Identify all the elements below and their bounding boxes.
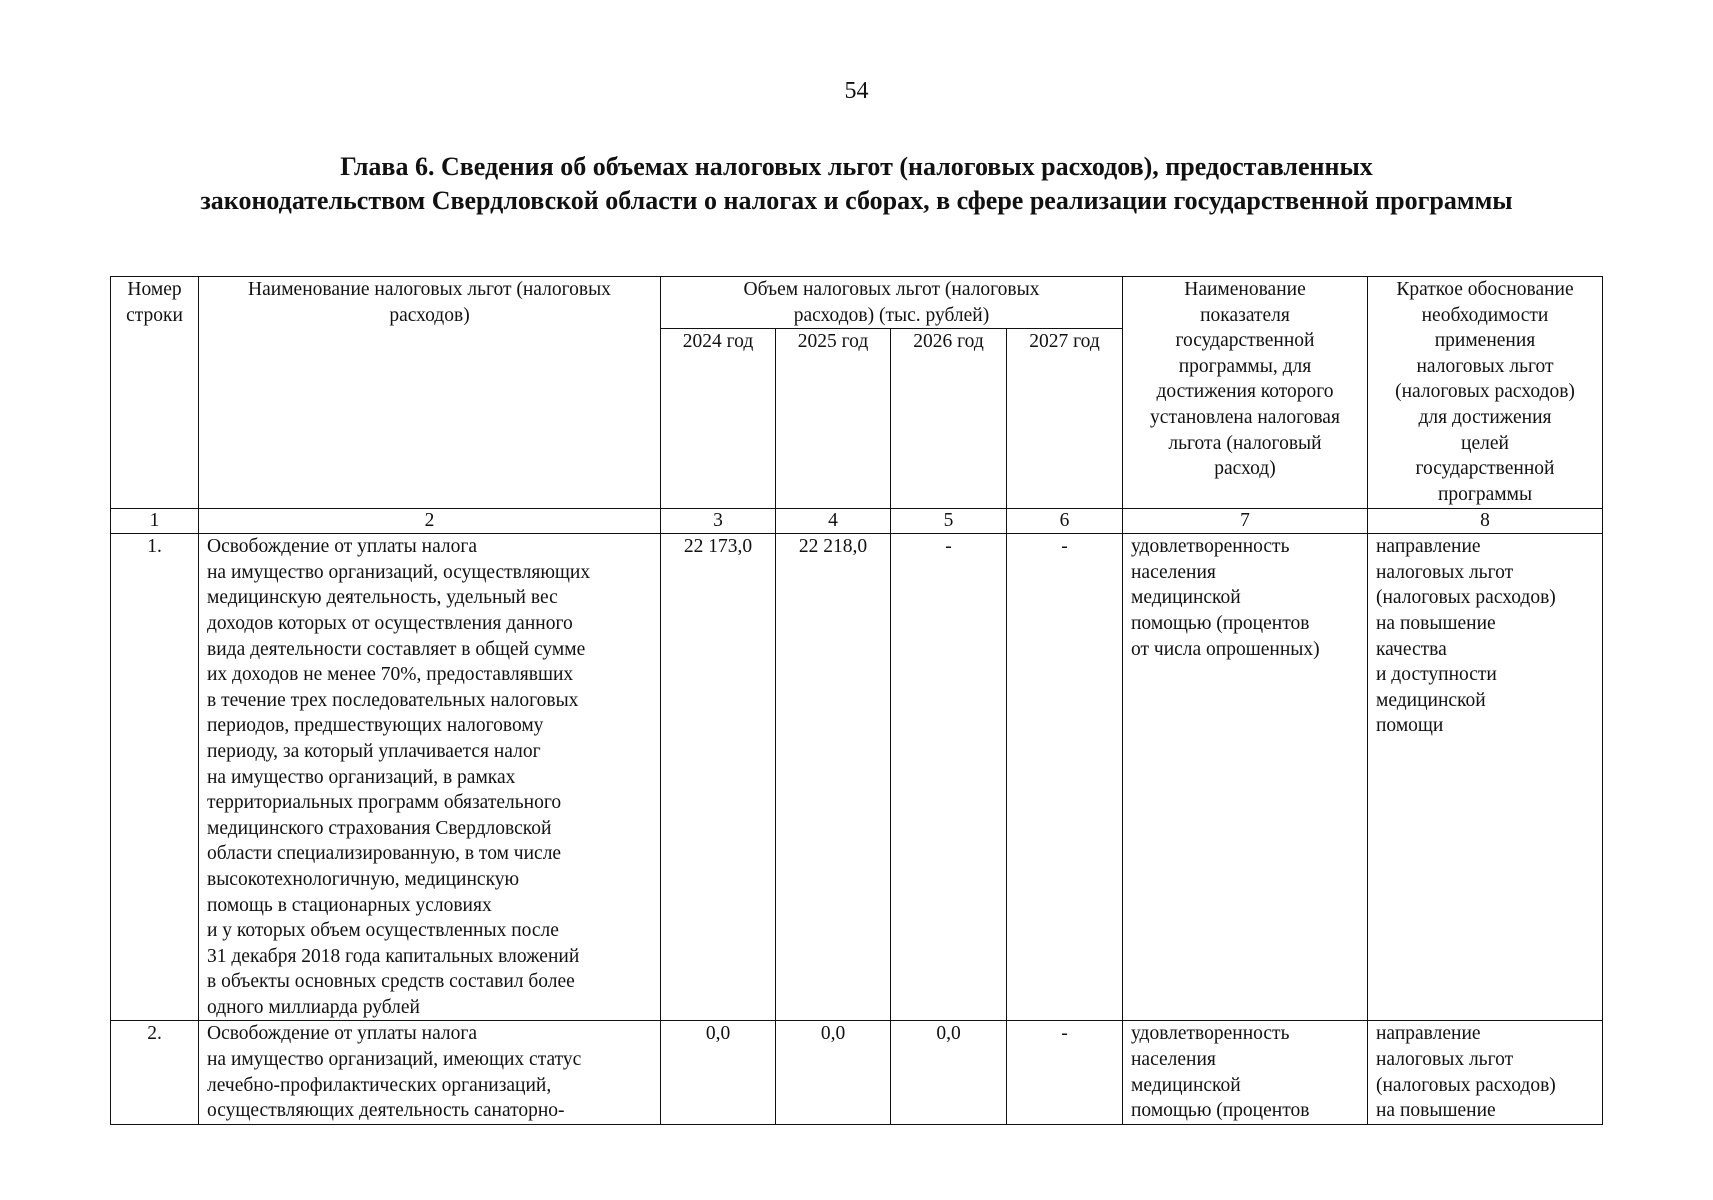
header-text: Краткое обоснование [1396,279,1574,300]
benefit-name [199,1021,661,1124]
column-number: 6 [1007,509,1123,534]
chapter-title [110,150,1603,218]
text-line: налоговых льгот [1376,1049,1514,1071]
header-text: программы [1437,483,1533,505]
value-2024: 22 173,0 [661,534,776,1021]
header-row [111,277,1603,329]
header-text: применения [1434,330,1536,352]
text-line: направление [1376,1023,1481,1045]
header-text: строки [126,304,183,326]
column-number: 5 [891,509,1007,534]
header-year-2024: 2024 год [661,329,776,509]
column-numbers-row [111,509,1603,534]
text-line: на имущество организаций, имеющих статус [207,1049,582,1071]
header-text: налоговых льгот [1416,355,1554,377]
header-text: Наименование [1184,279,1306,300]
text-line: удовлетворенность [1131,536,1290,558]
text-line: на повышение [1376,1100,1496,1122]
text-line: Освобождение от уплаты налога [207,536,478,558]
header-volume [661,277,1123,329]
text-line: удовлетворенность [1131,1023,1290,1045]
text-line: медицинскую деятельность, удельный вес [207,587,558,609]
text-line: медицинского страхования Свердловской [207,817,552,839]
column-number: 2 [199,509,661,534]
text-line: периодов, предшествующих налоговому [207,715,544,737]
text-line: качества [1376,638,1447,660]
table-row [111,534,1603,1021]
page-number: 54 [844,78,869,104]
indicator [1123,1021,1368,1124]
justification [1368,534,1603,1021]
text-line: их доходов не менее 70%, предоставлявших [207,664,574,686]
header-year-2026: 2026 год [891,329,1007,509]
row-number: 1. [111,534,199,1021]
text-line: от числа опрошенных) [1131,638,1320,660]
column-number: 1 [111,509,199,534]
header-text: целей [1461,432,1509,454]
text-line: налоговых льгот [1376,561,1514,583]
header-text: установлена налоговая [1150,406,1340,428]
text-line: доходов которых от осуществления данного [207,612,573,634]
header-text: льгота (налоговый [1168,432,1322,454]
header-text: (налоговых расходов) [1395,381,1575,403]
chapter-title-line: Глава 6. Сведения об объемах налоговых льгот (налоговых расходов), предоставленных [340,152,1373,181]
text-line: области специализированную, в том числе [207,843,562,865]
header-text: показателя [1200,304,1290,326]
header-text: программы, для [1178,355,1312,377]
text-line: Освобождение от уплаты налога [207,1023,478,1045]
header-text: необходимости [1421,304,1549,326]
text-line: медицинской [1376,689,1486,711]
column-number: 3 [661,509,776,534]
header-text: государственной [1175,330,1315,352]
header-benefit-name [199,277,661,509]
header-year-2025: 2025 год [776,329,891,509]
header-text: расходов) [389,304,470,326]
row-number: 2. [111,1021,199,1124]
text-line: помощь в стационарных условиях [207,894,492,916]
header-text: государственной [1415,458,1555,480]
header-text: Номер [127,279,182,300]
table-row [111,1021,1603,1124]
value-2025: 22 218,0 [776,534,891,1021]
header-text: расходов) (тыс. рублей) [793,304,990,326]
header-text: достижения которого [1156,381,1334,403]
column-number: 8 [1368,509,1603,534]
text-line: медицинской [1131,1074,1241,1096]
indicator [1123,534,1368,1021]
value-2026: - [891,534,1007,1021]
text-line: периоду, за который уплачивается налог [207,740,541,762]
header-row-number [111,277,199,509]
value-2027: - [1007,1021,1123,1124]
text-line: помощью (процентов [1131,1100,1310,1122]
text-line: территориальных программ обязательного [207,792,562,814]
text-line: медицинской [1131,587,1241,609]
text-line: высокотехнологичную, медицинскую [207,868,520,890]
text-line: на имущество организаций, осуществляющих [207,561,591,583]
text-line: 31 декабря 2018 года капитальных вложений [207,945,580,967]
text-line: населения [1131,561,1216,583]
header-justification [1368,277,1603,509]
text-line: на имущество организаций, в рамках [207,766,516,788]
benefit-name [199,534,661,1021]
column-number: 7 [1123,509,1368,534]
tax-benefits-table [110,276,1603,1125]
text-line: на повышение [1376,612,1496,634]
header-text: для достижения [1418,406,1552,428]
text-line: в объекты основных средств составил более [207,971,575,993]
text-line: помощи [1376,715,1444,737]
value-2024: 0,0 [661,1021,776,1124]
value-2026: 0,0 [891,1021,1007,1124]
text-line: направление [1376,536,1481,558]
text-line: (налоговых расходов) [1376,1074,1556,1096]
justification [1368,1021,1603,1124]
text-line: помощью (процентов [1131,612,1310,634]
chapter-title-line: законодательством Свердловской области о налогах и сборах, в сфере реализации государственной программы [200,186,1513,215]
text-line: осуществляющих деятельность санаторно- [207,1100,565,1122]
text-line: населения [1131,1049,1216,1071]
text-line: вида деятельности составляет в общей сумме [207,638,586,660]
text-line: и доступности [1376,664,1497,686]
text-line: (налоговых расходов) [1376,587,1556,609]
text-line: лечебно-профилактических организаций, [207,1074,552,1096]
column-number: 4 [776,509,891,534]
value-2025: 0,0 [776,1021,891,1124]
header-text: Объем налоговых льгот (налоговых [743,279,1040,300]
value-2027: - [1007,534,1123,1021]
text-line: одного миллиарда рублей [207,996,420,1018]
text-line: в течение трех последовательных налоговых [207,689,579,711]
header-indicator [1123,277,1368,509]
header-text: Наименование налоговых льгот (налоговых [248,279,611,300]
text-line: и у которых объем осуществленных после [207,920,559,942]
header-year-2027: 2027 год [1007,329,1123,509]
header-text: расход) [1214,458,1276,480]
